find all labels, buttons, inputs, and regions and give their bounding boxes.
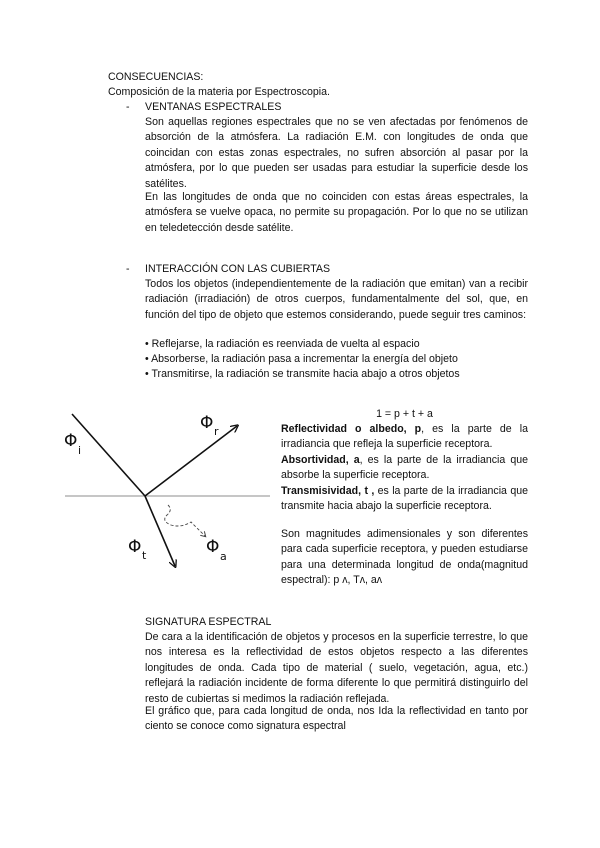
reflectividad-term: Reflectividad o albedo, p <box>281 423 422 435</box>
transmisividad-text: es la parte de la irradiancia que transmite hacia abajo la superficie receptora. <box>281 485 528 513</box>
phi-incident-subscript: i <box>78 444 82 457</box>
list-dash: - <box>126 101 130 113</box>
phi-absorbed-subscript: a <box>220 550 227 563</box>
equation: 1 = p + t + a <box>376 408 433 420</box>
magnitudes-paragraph: Son magnitudes adimensionales y son diferentes para cada superficie receptora, y pueden estudiarse para una determinada longitud de onda(magnitud espectral): p ʌ, Tʌ, aʌ <box>281 528 528 587</box>
transmisividad-term: Transmisividad, t , <box>281 485 375 497</box>
interaccion-title: INTERACCIÓN CON LAS CUBIERTAS <box>145 263 331 275</box>
signatura-title: SIGNATURA ESPECTRAL <box>145 616 272 628</box>
signatura-paragraph-1: De cara a la identificación de objetos y procesos en la superficie terrestre, lo que nos interesa es la reflectividad de estos objetos respecto a las diferentes longitudes de onda. Cada tipo de material ( suelo, vegetación, agua, etc.) reflejará la radiación incidente de forma diferente lo que permitirá distinguirlo del resto de cubiertas si medimos la radiación reflejada. <box>145 631 528 705</box>
ventanas-paragraph-2: En las longitudes de onda que no coinciden con estas áreas espectrales, la atmósfera se vuelve opaca, no permite su propagación. Por lo que no se utilizan en teledetección desde satélite. <box>145 191 528 234</box>
section-heading: CONSECUENCIAS: <box>108 71 204 83</box>
reflected-ray <box>145 426 237 496</box>
phi-incident-symbol: Φ <box>64 431 78 451</box>
phi-transmitted-subscript: t <box>142 549 147 562</box>
phi-reflected-subscript: r <box>214 425 219 438</box>
bullet-item: • Absorberse, la radiación pasa a incrementar la energía del objeto <box>145 353 458 365</box>
phi-transmitted-symbol: Φ <box>128 537 142 557</box>
bullet-item: • Reflejarse, la radiación es reenviada de vuelta al espacio <box>145 338 420 350</box>
radiation-diagram <box>60 400 275 580</box>
reflectividad-definition <box>281 422 528 453</box>
ventanas-paragraph-1: Son aquellas regiones espectrales que no se ven afectadas por fenómenos de absorción de la atmósfera. La radiación E.M. con longitudes de onda que coincidan con estas zonas espectrales, no sufren absorción al pasar por la atmósfera, por lo que pueden ser usadas para estudiar la superficie desde los satélites. <box>145 116 528 190</box>
absortividad-term: Absortividad, a <box>281 454 360 466</box>
ventanas-title: VENTANAS ESPECTRALES <box>145 101 282 113</box>
bullet-item: • Transmitirse, la radiación se transmite hacia abajo a otros objetos <box>145 368 460 380</box>
reflectividad-text: , es la parte de la irradiancia que refleja la superficie receptora. <box>281 423 528 451</box>
phi-absorbed-symbol: Φ <box>206 537 220 557</box>
radiation-diagram-svg <box>60 400 275 580</box>
absortividad-text: , es la parte de la irradiancia que absorbe la superficie receptora. <box>281 454 528 482</box>
phi-reflected-symbol: Φ <box>200 413 214 433</box>
interaccion-paragraph: Todos los objetos (independientemente de la radiación que emitan) van a recibir radiación (irradiación) de otros cuerpos, fundamentalmente del sol, que, en función del tipo de objeto que estemos considerando, puede seguir tres caminos: <box>145 278 528 321</box>
incident-ray <box>72 414 145 496</box>
absortividad-definition <box>281 453 528 484</box>
transmisividad-definition <box>281 484 528 515</box>
section-subheading: Composición de la materia por Espectroscopia. <box>108 86 330 98</box>
signatura-paragraph-2: El gráfico que, para cada longitud de onda, nos Ida la reflectividad en tanto por ciento se conoce como signatura espectral <box>145 705 528 733</box>
transmitted-ray <box>145 496 175 566</box>
absorbed-ray <box>165 505 205 536</box>
list-dash: - <box>126 263 130 275</box>
